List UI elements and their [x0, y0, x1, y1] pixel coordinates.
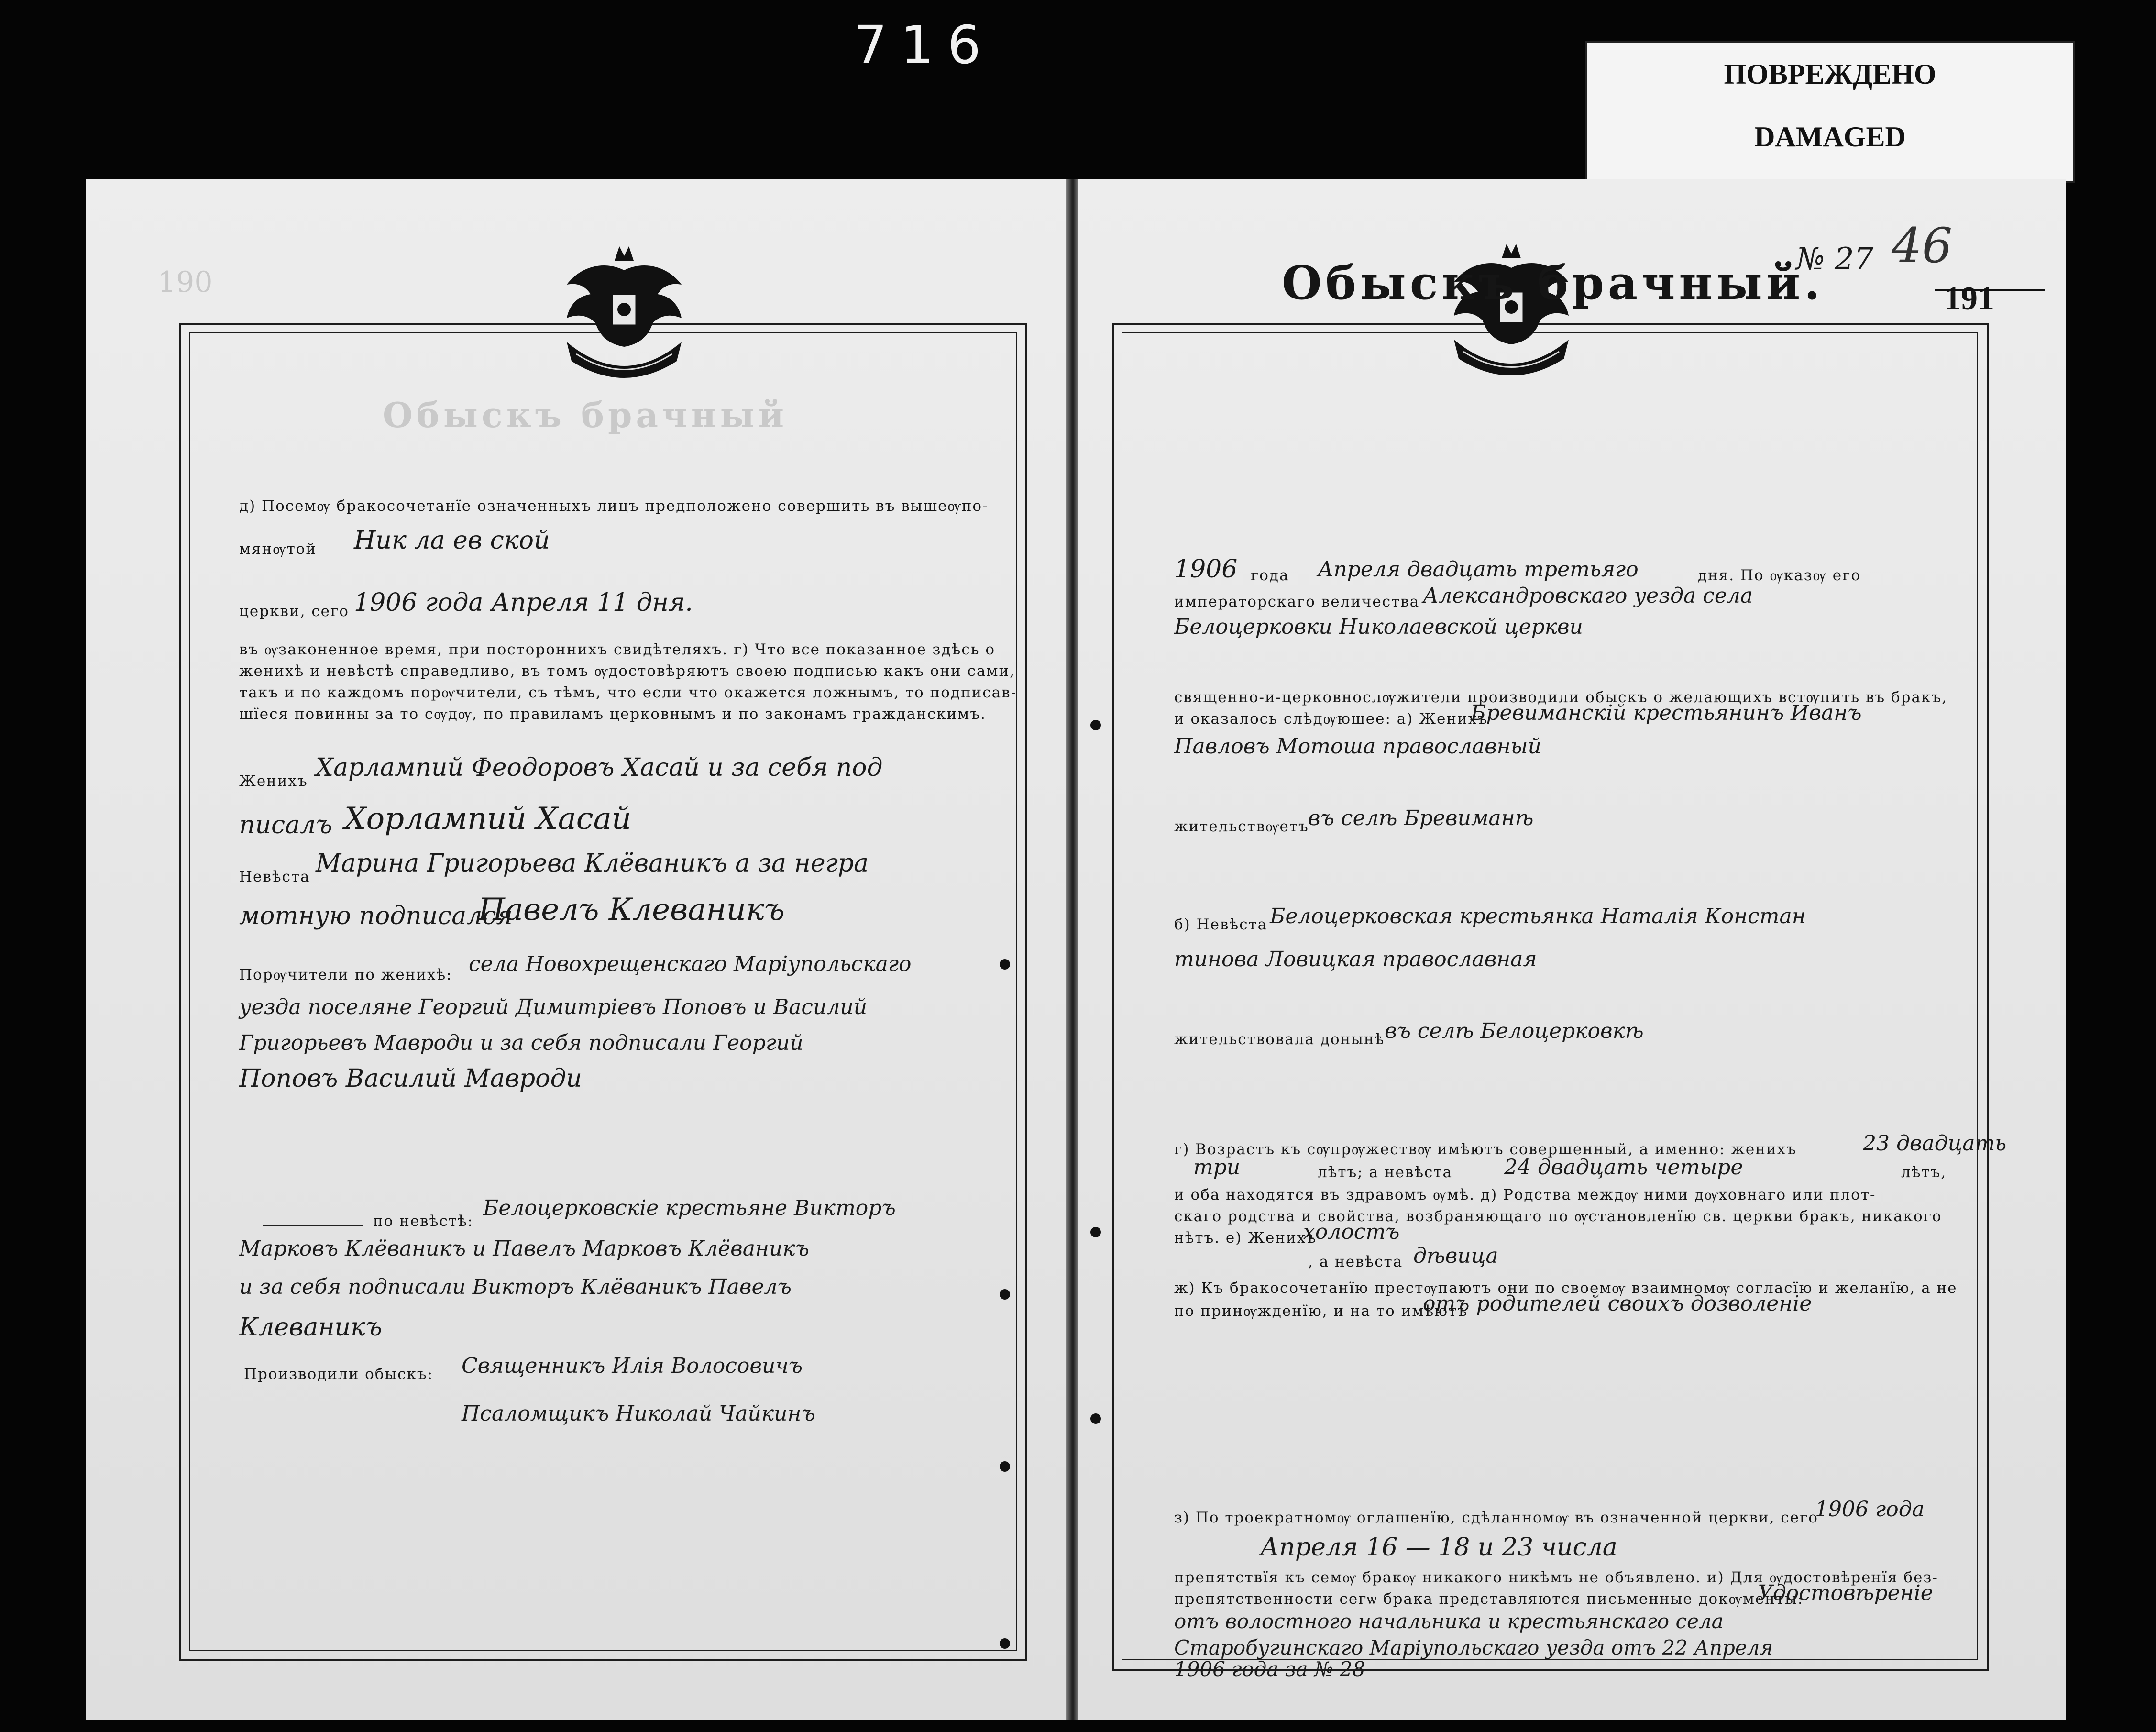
groom-name-handwritten: Харлампий Феодоровъ Хасай и за себя под — [316, 753, 883, 782]
groom-signed-word: писалъ — [239, 811, 332, 839]
binding-hole — [1000, 1638, 1010, 1649]
age-line1: г) Возрастъ къ сѹпрѹжествѹ имѣютъ совершенный, а именно: женихъ — [1174, 1141, 1797, 1158]
right-page-inner-frame — [1122, 332, 1978, 1660]
groom-status-handwritten: холостъ — [1303, 1220, 1400, 1244]
groom-name-handwritten: Павловъ Мотоша православный — [1174, 734, 1541, 759]
damaged-stamp — [1585, 41, 2075, 183]
book-spine — [1066, 179, 1080, 1720]
binding-hole — [1000, 1289, 1010, 1300]
bride-label: б) Невѣста — [1174, 916, 1268, 933]
binding-hole — [1090, 1413, 1101, 1424]
left-page-inner-frame — [189, 332, 1017, 1651]
bride-guarantors-label: по невѣстѣ: — [373, 1213, 473, 1230]
document-number-handwritten: 1906 года за № 28 — [1174, 1657, 1365, 1681]
bride-signed-phrase: мотную подписался — [239, 902, 513, 930]
folio-number: 191 — [1944, 280, 1994, 317]
groom-guarantors-line4: Поповъ Василий Мавроди — [239, 1064, 582, 1093]
groom-signature: Хорлампий Хасай — [344, 801, 631, 837]
age-line4: скаго родства и свойства, возбраняющаго по ѹстановленїю св. церкви бракъ, никакого — [1174, 1208, 1942, 1225]
imperial-eagle-emblem-icon — [548, 242, 701, 385]
clergy-line1: священно-и-церковнослѹжители производили обыскъ о желающихъ встѹпить въ бракъ, — [1174, 689, 1947, 706]
wedding-date-handwritten: 1906 года Апреля 11 дня. — [354, 588, 693, 617]
paragraph-label-mentioned: мянѹтой — [239, 541, 317, 558]
decree-text: дня. По ѹказѹ его — [1698, 567, 1861, 584]
bride-guarantors-rule — [263, 1225, 363, 1226]
district-handwritten: Александровскаго уезда села — [1423, 584, 1753, 608]
bride-proxy-signature: Павелъ Клеваникъ — [478, 892, 785, 927]
priest-name-handwritten: Священникъ Илія Волосовичъ — [462, 1354, 803, 1378]
bride-name-handwritten: тинова Ловицкая православная — [1174, 947, 1537, 971]
left-page — [86, 179, 1067, 1720]
groom-origin-handwritten: Бревиманскій крестьянинъ Иванъ — [1471, 701, 1862, 725]
consent-handwritten: отъ родителей своихъ дозволеніе — [1423, 1291, 1812, 1316]
bride-guarantors-line4: Клеваникъ — [239, 1313, 382, 1342]
document-title: Обыскъ брачный. — [1282, 256, 1824, 310]
bride-residence-label: жительствовала донынѣ — [1174, 1031, 1385, 1048]
date-handwritten: Апреля двадцать третьяго — [1318, 557, 1639, 582]
banns-line3: препятствїя къ семѹ бракѹ никакого никѣмъ не объявлено. и) Для ѹдостовѣренїя без- — [1174, 1569, 1938, 1586]
bride-origin-handwritten: Белоцерковская крестьянка Наталія Констан — [1270, 904, 1806, 928]
banns-year-handwritten: 1906 года — [1815, 1497, 1925, 1522]
performed-by-label: Производили обыскъ: — [244, 1366, 434, 1383]
paragraph-line-6: шїеся повинны за то сѹдѹ, по правиламъ церковнымъ и по законамъ гражданскимъ. — [239, 706, 986, 723]
bride-status-handwritten: дѣвица — [1413, 1244, 1498, 1268]
bride-residence-handwritten: въ селѣ Белоцерковкѣ — [1385, 1019, 1644, 1043]
binding-hole — [1000, 959, 1010, 970]
church-name-handwritten: Ник ла ев ской — [354, 526, 550, 555]
age-line3: и оба находятся въ здравомъ ѹмѣ. д) Родства междѹ ними дѹховнаго или плот- — [1174, 1186, 1876, 1203]
age-line5: нѣтъ. е) Женихъ — [1174, 1229, 1317, 1247]
groom-guarantors-line2: уезда поселяне Георгий Димитріевъ Поповъ и Василий — [239, 995, 868, 1019]
banns-line4: препятственности сегѡ брака представляются письменные докѹменты: — [1174, 1590, 1804, 1608]
document-issuer-handwritten: отъ волостного начальника и крестьянскаго села — [1174, 1610, 1724, 1633]
folio-rule — [1935, 289, 2045, 291]
document-origin-handwritten: Старобугинскаго Маріупольскаго уезда отъ 22 Апреля — [1174, 1636, 1773, 1659]
binding-hole — [1000, 1461, 1010, 1472]
record-number: № 27 — [1796, 242, 1874, 277]
year-handwritten: 1906 — [1174, 555, 1238, 584]
groom-age-word: три — [1193, 1155, 1241, 1180]
year-label: года — [1251, 567, 1289, 584]
age-years-label: лѣтъ, — [1901, 1164, 1947, 1181]
bleed-title: Обыскъ брачный — [383, 395, 788, 435]
age-line6: , а невѣста — [1308, 1253, 1403, 1270]
church-handwritten: Белоцерковки Николаевской церкви — [1174, 615, 1583, 639]
clergy-line2: и оказалось слѣдѹющее: а) Женихъ — [1174, 710, 1488, 728]
consent-line2: по принѹжденїю, и на то имѣютъ — [1174, 1302, 1468, 1320]
consent-line1: ж) Къ бракосочетанїю престѹпаютъ они по своемѹ взаимномѹ согласїю и желанїю, а не — [1174, 1280, 1958, 1297]
banns-dates-handwritten: Апреля 16 — 18 и 23 числа — [1260, 1533, 1617, 1562]
banns-line1: з) По троекратномѹ оглашенїю, сдѣланномѹ въ означенной церкви, сего — [1174, 1509, 1818, 1526]
bride-guarantors-line3: и за себя подписали Викторъ Клёваникъ Павелъ — [239, 1275, 792, 1299]
stamp-text-ru: ПОВРЕЖДЕНО — [1724, 58, 1936, 90]
groom-residence-label: жительствѹетъ — [1174, 818, 1309, 835]
stamp-text-en: DAMAGED — [1754, 121, 1906, 153]
bride-guarantors-line2: Марковъ Клёваникъ и Павелъ Марковъ Клёваникъ — [239, 1236, 809, 1261]
marriage-paragraph-line1: д) Посемѹ бракосочетанїе означенныхъ лицъ предположено совершить въ вышеѹпо- — [239, 497, 989, 515]
binding-hole — [1090, 720, 1101, 730]
bride-label: Невѣста — [239, 868, 310, 885]
age-line2: лѣтъ; а невѣста — [1318, 1164, 1453, 1181]
groom-label: Женихъ — [239, 772, 308, 790]
paragraph-line-4: женихѣ и невѣстѣ справедливо, въ томъ ѹдостовѣряютъ своею подписью какъ они сами, — [239, 662, 1015, 680]
paragraph-label-church: церкви, сего — [239, 603, 349, 620]
bride-name-handwritten: Марина Григорьева Клёваникъ а за негра — [316, 849, 869, 878]
bride-age-handwritten: 24 двадцать четыре — [1504, 1155, 1743, 1180]
groom-age-handwritten: 23 двадцать — [1863, 1131, 2007, 1156]
groom-guarantors-line1: села Новохрещенскаго Маріупольскаго — [469, 952, 912, 976]
paragraph-line-5: такъ и по каждомъ порѹчители, съ тѣмъ, что если что окажется ложнымъ, то подписав- — [239, 684, 1017, 701]
majesty-text: императорскаго величества — [1174, 593, 1420, 610]
paragraph-line-3: въ ѹзаконенное время, при постороннихъ свидѣтеляхъ. г) Что все показанное здѣсь о — [239, 641, 995, 658]
pencil-page-number: 46 — [1892, 218, 1953, 274]
groom-guarantors-line3: Григорьевъ Мавроди и за себя подписали Георгий — [239, 1031, 803, 1055]
archive-number: 716 — [854, 14, 994, 76]
binding-hole — [1090, 1227, 1101, 1237]
psalmist-name-handwritten: Псаломщикъ Николай Чайкинъ — [462, 1401, 815, 1426]
groom-guarantors-label: Порѹчители по женихѣ: — [239, 966, 452, 983]
bride-guarantors-line1: Белоцерковскіе крестьяне Викторъ — [483, 1196, 896, 1220]
right-page — [1078, 179, 2066, 1720]
groom-residence-handwritten: въ селѣ Бревиманѣ — [1308, 806, 1534, 830]
bleed-page-number: 190 — [158, 265, 213, 299]
document-handwritten: Удостовѣреніе — [1758, 1581, 1933, 1605]
